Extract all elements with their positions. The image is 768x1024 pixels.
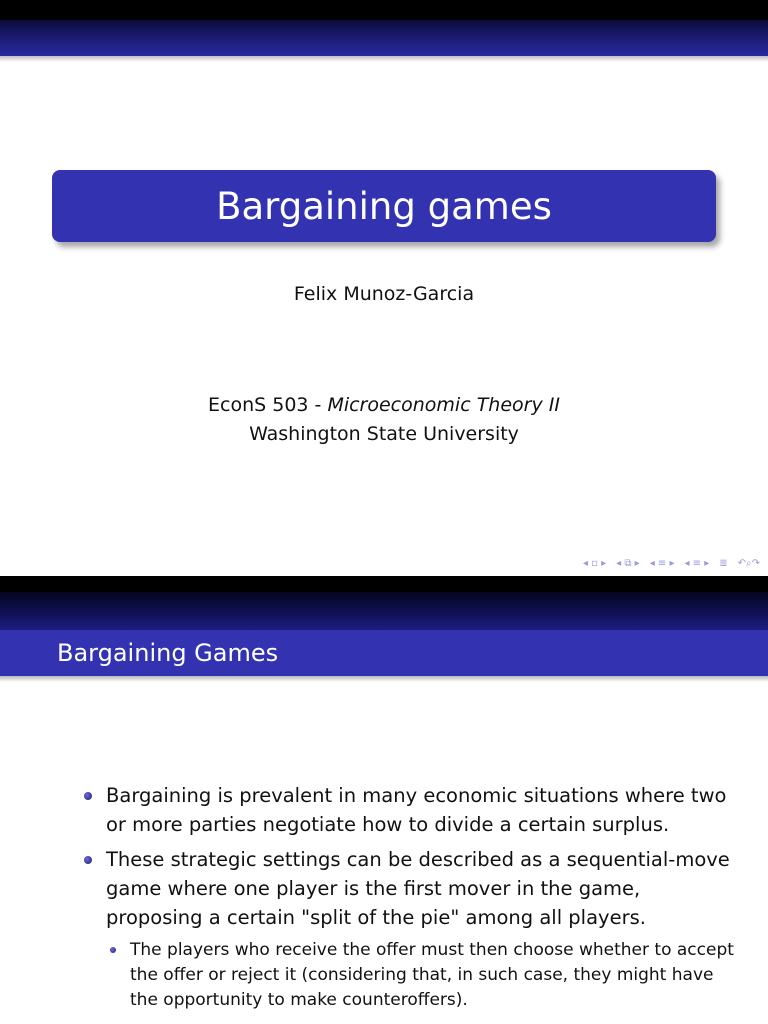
presentation-title: Bargaining games <box>216 184 552 228</box>
nav-doc-icon[interactable]: ≣ <box>719 557 728 569</box>
sub-bullet-list <box>106 938 734 1013</box>
bullet-list <box>84 781 734 1019</box>
nav-outline-icon[interactable]: ◂ ≡ ▸ <box>684 557 710 569</box>
nav-section-icon[interactable]: ◂ ≡ ▸ <box>649 557 675 569</box>
frame-title-shadow <box>0 676 768 682</box>
sub-list-item <box>106 938 734 1013</box>
content-slide <box>0 576 768 1024</box>
institute-block <box>0 391 768 449</box>
header-bar-top <box>0 576 768 592</box>
list-item-text: These strategic settings can be described as a sequential-move game where one player is the first mover in the game, proposing a certain "split of the pie" among all players. <box>106 848 730 929</box>
header-bar-shadow <box>0 56 768 62</box>
header-bar-gradient <box>0 20 768 56</box>
nav-subsection-icon[interactable]: ◂ ⧉ ▸ <box>616 557 640 569</box>
author-name: Felix Munoz-Garcia <box>293 283 475 305</box>
course-code: EconS 503 - <box>208 394 328 416</box>
university-name: Washington State University <box>249 423 519 445</box>
bullet-icon <box>84 792 92 800</box>
header-bar-top <box>0 0 768 20</box>
nav-frame-icon[interactable]: ◂ ▫ ▸ <box>582 557 607 569</box>
sub-list-item-text: The players who receive the offer must then choose whether to accept the offer or reject it (considering that, in such case, they might have the opportunity to make counteroffers). <box>130 940 734 1010</box>
header-bar-gradient <box>0 592 768 630</box>
title-box <box>52 170 716 242</box>
course-name: Microeconomic Theory II <box>327 394 560 416</box>
list-item <box>84 781 734 839</box>
sub-bullet-icon <box>110 947 116 953</box>
bullet-icon <box>84 856 92 864</box>
list-item-text: Bargaining is prevalent in many economic situations where two or more parties negotiate how to divide a certain surplus. <box>106 784 727 836</box>
course-line <box>0 391 768 420</box>
frame-title: Bargaining Games <box>57 639 279 667</box>
navigation-symbols <box>583 556 760 570</box>
frame-title-bar <box>0 630 768 676</box>
list-item <box>84 845 734 1013</box>
nav-search-icon[interactable]: ↶⌕↷ <box>737 557 760 569</box>
